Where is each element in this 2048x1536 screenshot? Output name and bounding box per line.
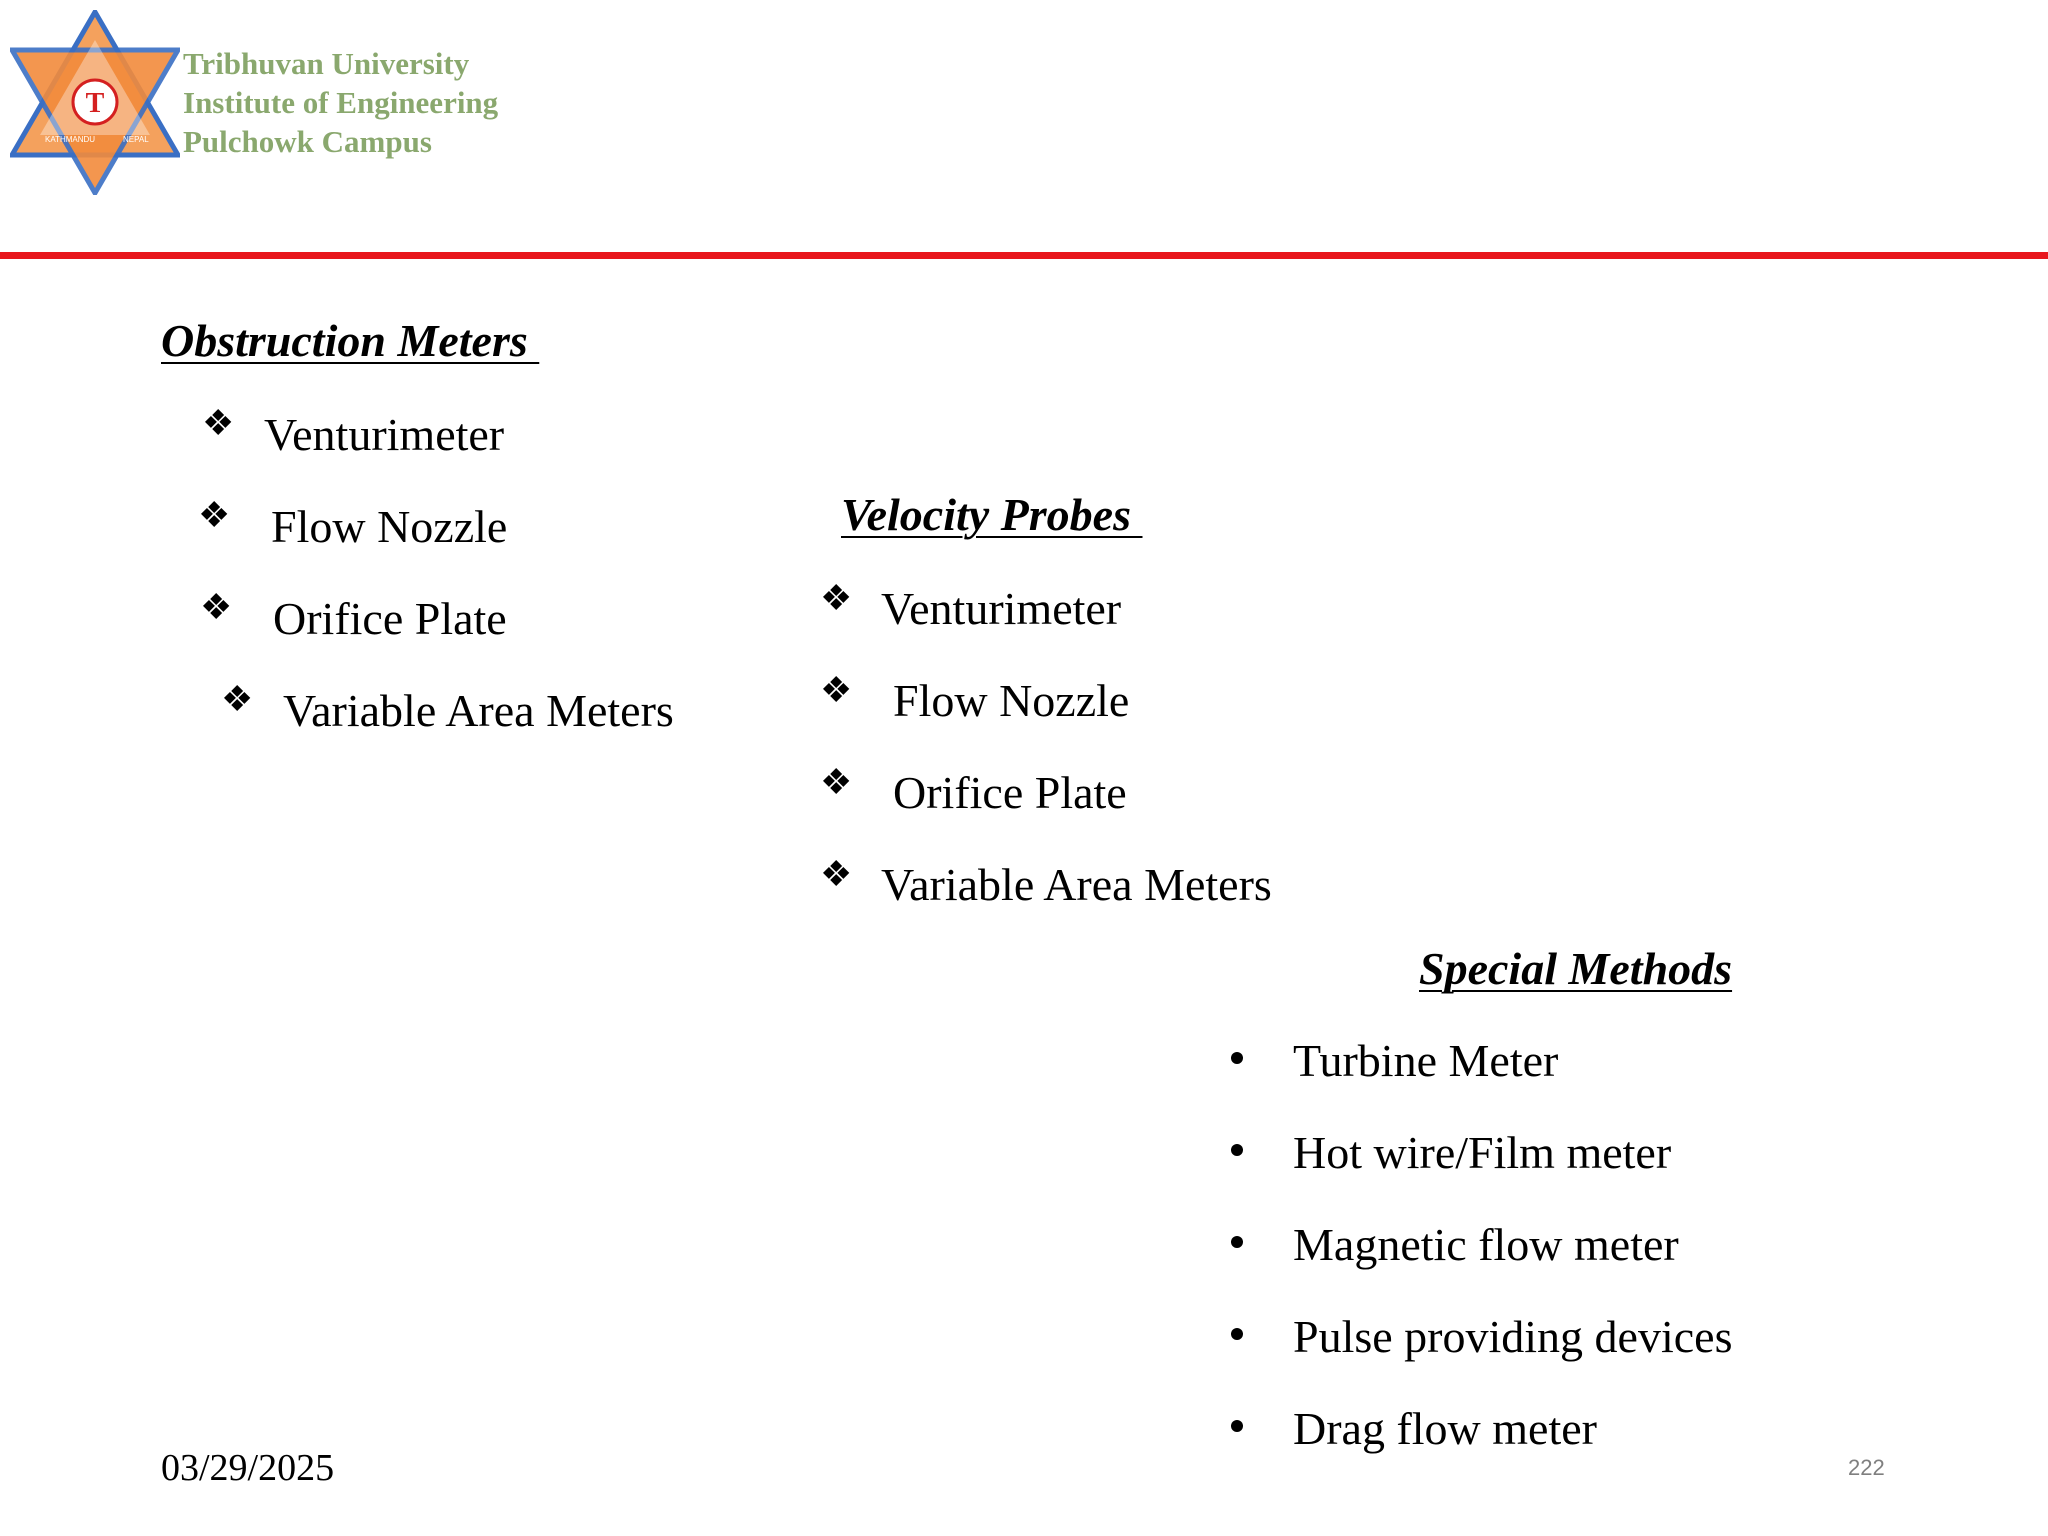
list-item: Pulse providing devices	[1293, 1311, 1733, 1362]
diamond-bullet-icon: ❖	[820, 670, 853, 710]
slide-number: 222	[1848, 1455, 1885, 1480]
bullet-icon	[1231, 1236, 1243, 1248]
list-item: Venturimeter	[881, 583, 1122, 634]
heading-velocity-probes: Velocity Probes	[841, 489, 1143, 540]
list-item: Hot wire/Film meter	[1293, 1127, 1672, 1178]
heading-obstruction-meters: Obstruction Meters	[161, 315, 540, 366]
list-item: Flow Nozzle	[893, 675, 1130, 726]
list-item: Orifice Plate	[893, 767, 1127, 818]
university-emblem-icon	[10, 10, 180, 195]
diamond-bullet-icon: ❖	[200, 587, 233, 627]
bullet-icon	[1231, 1420, 1243, 1432]
bullet-icon	[1231, 1052, 1243, 1064]
diamond-bullet-icon: ❖	[198, 495, 231, 535]
diamond-bullet-icon: ❖	[820, 854, 853, 894]
diamond-bullet-icon: ❖	[820, 578, 853, 618]
logo-line-campus: Pulchowk Campus	[183, 124, 432, 159]
list-item: Flow Nozzle	[271, 501, 508, 552]
bullet-icon	[1231, 1328, 1243, 1340]
diamond-bullet-icon: ❖	[221, 679, 254, 719]
institution-logo	[10, 10, 610, 195]
bullet-icon	[1231, 1144, 1243, 1156]
header-divider	[0, 252, 2048, 259]
emblem-label-right: NEPAL	[123, 135, 149, 144]
list-item: Venturimeter	[264, 409, 505, 460]
heading-special-methods: Special Methods	[1419, 943, 1733, 994]
diamond-bullet-icon: ❖	[820, 762, 853, 802]
svg-text:T: T	[85, 88, 105, 119]
logo-line-institute: Institute of Engineering	[183, 85, 499, 120]
list-item: Magnetic flow meter	[1293, 1219, 1679, 1270]
institution-name	[183, 44, 498, 161]
list-item: Variable Area Meters	[283, 685, 674, 736]
emblem-label-left: KATHMANDU	[45, 135, 96, 144]
logo-line-university: Tribhuvan University	[183, 46, 470, 81]
list-item: Variable Area Meters	[881, 859, 1272, 910]
diamond-bullet-icon: ❖	[202, 403, 235, 443]
list-item: Orifice Plate	[273, 593, 507, 644]
list-item: Turbine Meter	[1293, 1035, 1559, 1086]
slide-date: 03/29/2025	[161, 1447, 335, 1489]
list-item: Drag flow meter	[1293, 1403, 1597, 1454]
